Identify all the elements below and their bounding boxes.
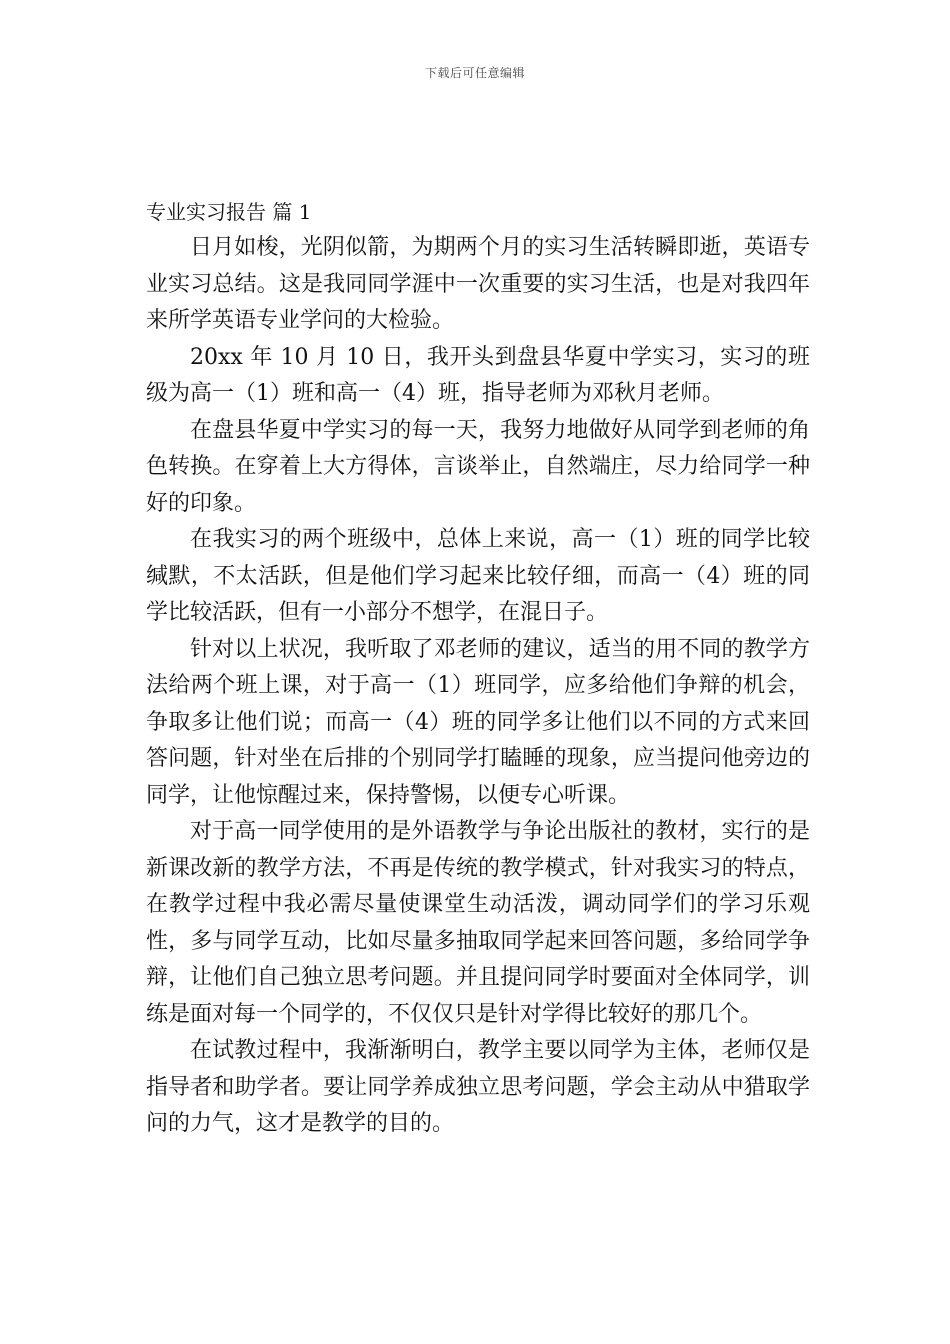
paragraph: 在盘县华夏中学实习的每一天，我努力地做好从同学到老师的角色转换。在穿着上大方得体，言谈举止，自然端庄，尽力给同学一种好的印象。 [146, 417, 810, 516]
paragraph: 针对以上状况，我听取了邓老师的建议，适当的用不同的教学方法给两个班上课，对于高一（1）班同学，应多给他们争辩的机会，争取多让他们说；而高一（4）班的同学多让他们以不同的方式来回答问题，针对坐在后排的个别同学打瞌睡的现象，应当提问他旁边的同学，让他惊醒过来，保持警惕，以便专心听课。 [146, 636, 810, 808]
paragraph: 20xx 年 10 月 10 日，我开头到盘县华夏中学实习，实习的班级为高一（1）班和高一（4）班，指导老师为邓秋月老师。 [146, 344, 810, 406]
paragraph: 日月如梭，光阴似箭，为期两个月的实习生活转瞬即逝，英语专业实习总结。这是我同同学涯中一次重要的实习生活，也是对我四年来所学英语专业学问的大检验。 [146, 235, 810, 333]
paragraph-list [146, 230, 810, 1143]
document-body [146, 194, 810, 1143]
paragraph: 对于高一同学使用的是外语教学与争论出版社的教材，实行的是新课改新的教学方法，不再是传统的教学模式，针对我实习的特点，在教学过程中我必需尽量使课堂生动活泼，调动同学们的学习乐观性，多与同学互动，比如尽量多抽取同学起来回答问题，多给同学争辩，让他们自己独立思考问题。并且提问同学时要面对全体同学，训练是面对每一个同学的，不仅仅只是针对学得比较好的那几个。 [146, 819, 810, 1027]
page-header-note: 下载后可任意编辑 [424, 66, 525, 80]
paragraph: 在我实习的两个班级中，总体上来说，高一（1）班的同学比较缄默，不太活跃，但是他们学习起来比较仔细，而高一（4）班的同学比较活跃，但有一小部分不想学，在混日子。 [146, 527, 810, 625]
paragraph: 在试教过程中，我渐渐明白，教学主要以同学为主体，老师仅是指导者和助学者。要让同学养成独立思考问题，学会主动从中猎取学问的力气，这才是教学的目的。 [146, 1038, 810, 1136]
document-title: 专业实习报告 篇 1 [146, 200, 312, 224]
